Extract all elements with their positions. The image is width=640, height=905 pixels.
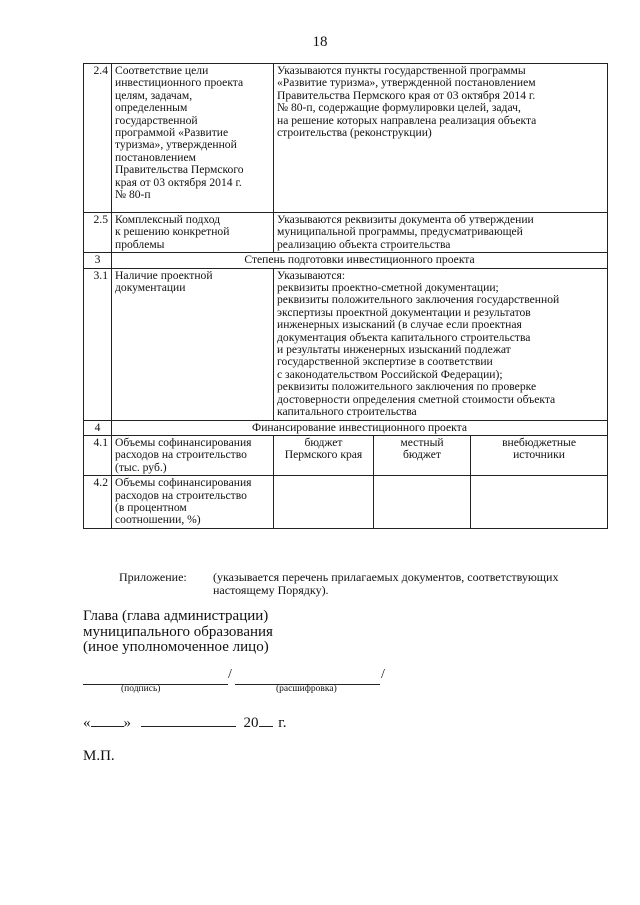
row-description: Указываются: реквизиты проектно-сметной документации; реквизиты положительного заключения государственной экспертизы проектной документации и результатов инженерных изысканий (в случае если проектная документация объекта капитального строительства и результаты инженерных изысканий подлежат государственной экспертизе в соответствии с законодательством Российской Федерации); реквизиты положительного заключения по проверке достоверности определения сметной стоимости объекта капитального строительства bbox=[274, 268, 608, 420]
close-quote: » bbox=[123, 715, 131, 731]
row-number: 3.1 bbox=[84, 268, 112, 420]
signer-line: (иное уполномоченное лицо) bbox=[83, 639, 269, 655]
row-number: 2.5 bbox=[84, 213, 112, 253]
row-number: 2.4 bbox=[84, 64, 112, 213]
row-description: Указываются реквизиты документа об утверждении муниципальной программы, предусматривающей реализацию объекта строительства bbox=[274, 213, 608, 253]
row-label: Соответствие цели инвестиционного проекта целям, задачам, определенным государственной программой «Развитие туризма», утвержденной постановлением Правительства Пермского края от 03 октября 2014 г. № 80-п bbox=[112, 64, 274, 213]
table-row bbox=[84, 64, 608, 213]
row-label: Объемы софинансирования расходов на строительство (в процентном соотношении, %) bbox=[112, 476, 274, 529]
decoding-caption: (расшифровка) bbox=[276, 684, 337, 694]
day-field[interactable] bbox=[91, 712, 124, 727]
section-number: 4 bbox=[84, 420, 112, 435]
table-row bbox=[84, 435, 608, 475]
section-number: 3 bbox=[84, 253, 112, 268]
slash-separator: / bbox=[381, 667, 385, 682]
row-label: Объемы софинансирования расходов на строительство (тыс. руб.) bbox=[112, 435, 274, 475]
table-row bbox=[84, 213, 608, 253]
appendix-label: Приложение: bbox=[119, 570, 187, 584]
row-description: Указываются пункты государственной программы «Развитие туризма», утвержденной постановлением Правительства Пермского края от 03 октября 2014 г. № 80-п, содержащие формулировки целей, задач, на решение которых направлена реализация объекта строительства (реконструкции) bbox=[274, 64, 608, 213]
year-field[interactable] bbox=[259, 712, 273, 727]
signer-title bbox=[83, 609, 383, 656]
slash-separator: / bbox=[228, 667, 232, 682]
row-label: Наличие проектной документации bbox=[112, 268, 274, 420]
appendix-text: (указывается перечень прилагаемых документов, соответствующих настоящему Порядку). bbox=[213, 570, 559, 597]
year-prefix: 20 bbox=[243, 715, 259, 731]
month-field[interactable] bbox=[141, 712, 236, 727]
section-row bbox=[84, 253, 608, 268]
signer-line: муниципального образования bbox=[83, 623, 273, 640]
page-number: 18 bbox=[312, 34, 328, 50]
date-line bbox=[83, 712, 286, 732]
section-row bbox=[84, 420, 608, 435]
row-number: 4.2 bbox=[84, 476, 112, 529]
row-label: Комплексный подход к решению конкретной проблемы bbox=[112, 213, 274, 253]
row-number: 4.1 bbox=[84, 435, 112, 475]
project-form-table bbox=[83, 63, 608, 529]
section-title: Финансирование инвестиционного проекта bbox=[112, 420, 608, 435]
column-header-extrabudgetary: внебюджетные источники bbox=[471, 435, 608, 475]
seal-place-mark: М.П. bbox=[83, 748, 115, 764]
empty-cell bbox=[274, 476, 374, 529]
column-header-local-budget: местный бюджет bbox=[374, 435, 471, 475]
signer-line: Глава (глава администрации) bbox=[83, 608, 269, 624]
column-header-regional-budget: бюджет Пермского края bbox=[274, 435, 374, 475]
table-row bbox=[84, 268, 608, 420]
empty-cell bbox=[374, 476, 471, 529]
year-suffix: г. bbox=[278, 715, 287, 731]
empty-cell bbox=[471, 476, 608, 529]
table-row bbox=[84, 476, 608, 529]
section-title: Степень подготовки инвестиционного проекта bbox=[112, 253, 608, 268]
signature-caption: (подпись) bbox=[121, 684, 161, 694]
open-quote: « bbox=[83, 715, 91, 731]
appendix-note bbox=[119, 571, 599, 597]
